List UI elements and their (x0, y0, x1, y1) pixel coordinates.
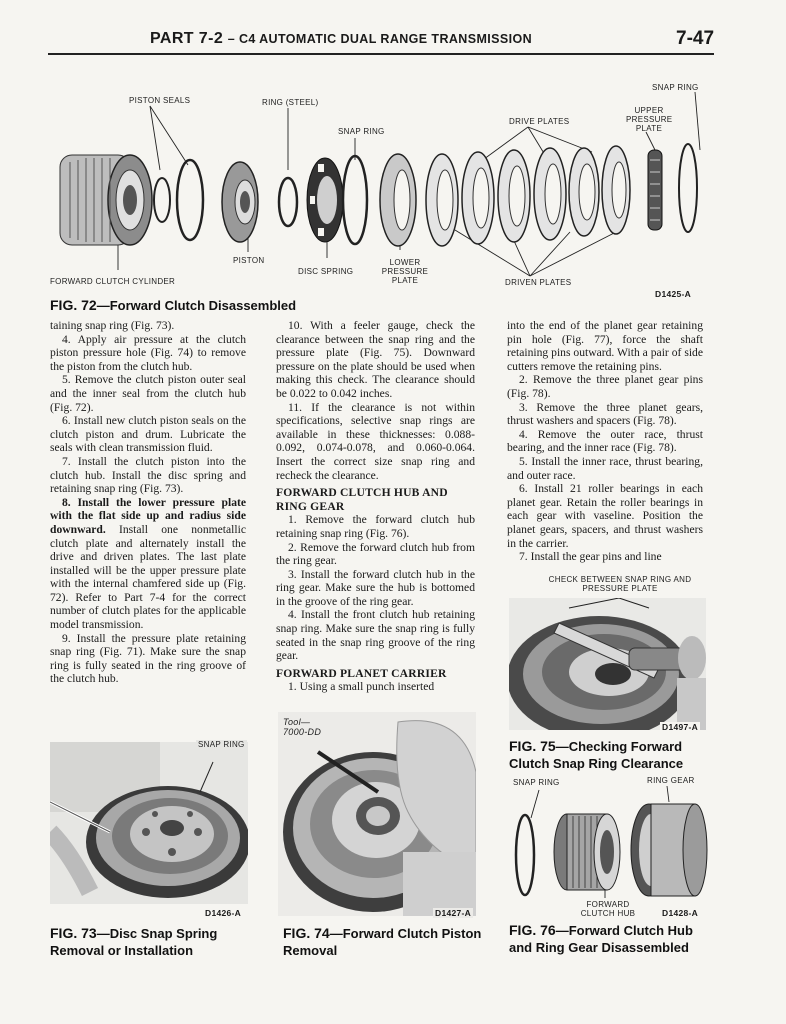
col1-p6-rest: Install one nonmetallic clutch plate and alternately install the drive and driven plates. The last plate installed will be the upper pressure plate with the internal chamfered side up (Fig. 72). Refer to Part 7-4 for the correct number of clutch plates for the applicable model transmission. (50, 522, 246, 632)
label-snap-ring-right: SNAP RING (652, 83, 699, 92)
fig76-caption-number: FIG. 76 (509, 922, 556, 938)
col1-p2: 4. Apply air pressure at the clutch piston pressure hole (Fig. 74) to remove the piston from the clutch hub. (50, 332, 246, 373)
col3-p2: 2. Remove the three planet gear pins (Fig. 78). (507, 373, 703, 400)
label-driven-plates: DRIVEN PLATES (505, 278, 572, 287)
header-title (150, 30, 532, 48)
fig74-caption-number: FIG. 74 (283, 925, 330, 941)
label-snap-ring-mid: SNAP RING (338, 127, 385, 136)
label-piston-seals: PISTON SEALS (129, 96, 191, 105)
col1-p4: 6. Install new clutch piston seals on the clutch piston and drum. Lubricate the seals with clean transmission fluid. (50, 414, 246, 455)
fig74-code: D1427-A (435, 908, 472, 918)
col1-p7: 9. Install the pressure plate retaining snap ring (Fig. 71). Make sure the snap ring is fully seated in the ring groove of the clutch hub. (50, 631, 246, 686)
fig76-label-ring-gear: RING GEAR (647, 776, 695, 785)
fig74-photo (278, 712, 476, 916)
fig76-label-hub: FORWARD CLUTCH HUB (580, 900, 636, 919)
fig74-caption-text: —Forward Clutch Piston Removal (283, 926, 482, 958)
col3-p4: 4. Remove the outer race, thrust bearing, and the inner race (Fig. 78). (507, 427, 703, 455)
col1-p1: taining snap ring (Fig. 73). (50, 319, 175, 332)
fig76-code: D1428-A (662, 908, 699, 918)
fig74-caption (283, 925, 483, 959)
fig73-caption (50, 925, 250, 959)
fig76-illustration (509, 780, 709, 906)
col3-p6: 6. Install 21 roller bearings in each planet gear. Retain the roller bearings in each gear with vaseline. Position the planet gears, spacers, and thrust washers in the carrier. (507, 482, 703, 550)
fig73-code: D1426-A (205, 908, 242, 918)
col2-p5: 3. Install the forward clutch hub in the ring gear. Make sure the hub is bottomed in the groove of the ring gear. (276, 567, 475, 608)
label-upper-pressure-plate: UPPER PRESSURE PLATE (626, 106, 673, 134)
col2-heading-hub: FORWARD CLUTCH HUB AND RING GEAR (276, 486, 448, 513)
text-column-1 (50, 319, 246, 686)
header-part: PART 7-2 (150, 30, 224, 47)
fig75-caption (509, 738, 709, 772)
fig76-caption-text: —Forward Clutch Hub and Ring Gear Disassembled (509, 923, 693, 955)
label-lower-pressure-plate: LOWER PRESSURE PLATE (381, 258, 429, 286)
col2-p1: 10. With a feeler gauge, check the clearance between the snap ring and the pressure plate (Fig. 75). Downward pressure on the plate should be used when making this check. The clearance should be 0.022 to 0.042 inches. (276, 319, 475, 400)
fig72-caption (50, 297, 296, 315)
fig75-caption-number: FIG. 75 (509, 738, 556, 754)
page-header (0, 22, 786, 62)
fig74-tool-label: Tool—7000-DD (283, 717, 322, 738)
fig72-code: D1425-A (655, 289, 692, 299)
col2-p4: 2. Remove the forward clutch hub from the ring gear. (276, 540, 475, 568)
col2-p2: 11. If the clearance is not within specifications, selective snap rings are available in these thicknesses: 0.088-0.092, 0.074-0.078, and 0.060-0.064. Insert the correct size snap ring and recheck the clearance. (276, 400, 475, 482)
col2-p6: 4. Install the front clutch hub retaining snap ring. Make sure the snap ring is fully seated in the snap ring groove of the ring gear. (276, 608, 475, 663)
label-forward-clutch-cylinder: FORWARD CLUTCH CYLINDER (50, 277, 176, 286)
col2-heading-carrier: FORWARD PLANET CARRIER (276, 666, 447, 680)
fig73-label-snap-ring: SNAP RING (198, 740, 245, 749)
col2-p3: 1. Remove the forward clutch hub retaining snap ring (Fig. 76). (276, 513, 475, 540)
fig76-caption (509, 922, 714, 956)
col1-p6-bold: 8. Install the lower pressure plate with the flat side up and radius side downward. (50, 495, 246, 536)
fig73-caption-text: —Disc Snap Spring Removal or Installation (50, 926, 218, 958)
header-subtitle: – C4 AUTOMATIC DUAL RANGE TRANSMISSION (227, 32, 533, 46)
fig75-label: CHECK BETWEEN SNAP RING AND PRESSURE PLATE (548, 575, 692, 594)
fig76-label-snap-ring: SNAP RING (513, 778, 560, 787)
col2-p7: 1. Using a small punch inserted (288, 680, 435, 694)
fig75-photo (509, 598, 706, 730)
label-disc-spring: DISC SPRING (298, 267, 354, 276)
col1-p5: 7. Install the clutch piston into the clutch hub. Install the disc spring and retaining snap ring (Fig. 73). (50, 454, 246, 496)
fig73-photo (50, 742, 248, 904)
col1-p3: 5. Remove the clutch piston outer seal and the inner seal from the clutch hub (Fig. 72). (50, 373, 246, 414)
label-drive-plates: DRIVE PLATES (509, 117, 570, 126)
col3-p7: 7. Install the gear pins and line (519, 550, 662, 564)
text-column-3 (507, 319, 703, 564)
fig72-caption-text: —Forward Clutch Disassembled (96, 298, 297, 313)
fig73-caption-number: FIG. 73 (50, 925, 97, 941)
col3-p5: 5. Install the inner race, thrust bearing, and outer race. (507, 454, 703, 482)
col3-p1: into the end of the planet gear retaining pin hole (Fig. 77), force the shaft retaining pins outward. With a pair of side cutters remove the retaining pins. (507, 319, 703, 373)
page-number: 7-47 (676, 28, 715, 49)
fig75-code: D1497-A (662, 722, 699, 732)
label-piston: PISTON (233, 256, 265, 265)
text-column-2 (276, 319, 475, 694)
header-rule (48, 53, 714, 55)
fig75-caption-text: —Checking Forward Clutch Snap Ring Clearance (509, 739, 684, 771)
col3-p3: 3. Remove the three planet gears, thrust washers and spacers (Fig. 78). (507, 400, 703, 428)
fig72-caption-number: FIG. 72 (50, 297, 97, 313)
label-ring-steel: RING (STEEL) (262, 98, 319, 107)
col1-p6 (50, 496, 246, 632)
